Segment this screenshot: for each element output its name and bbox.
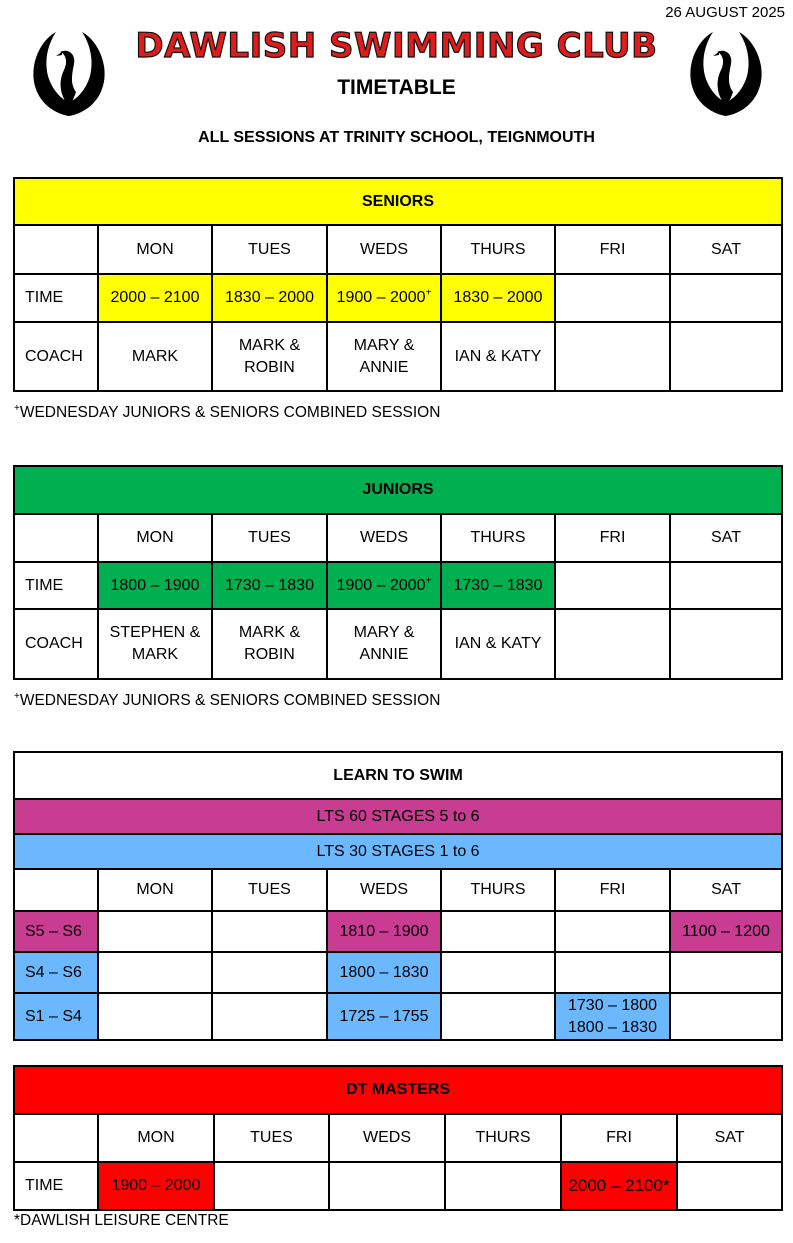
- time-cell: 1830 – 2000: [212, 274, 327, 322]
- empty-cell: [14, 225, 98, 274]
- time-cell: 1800 – 1900: [98, 562, 212, 609]
- coach-cell: IAN & KATY: [441, 322, 555, 391]
- time-cell: [445, 1162, 561, 1210]
- seniors-footnote: +WEDNESDAY JUNIORS & SENIORS COMBINED SESSION: [14, 402, 441, 421]
- learn-to-swim-table: [13, 751, 783, 1041]
- section-title: DT MASTERS: [14, 1066, 782, 1114]
- venue-text: ALL SESSIONS AT TRINITY SCHOOL, TEIGNMOUTH: [198, 129, 595, 146]
- day-header: TUES: [214, 1114, 329, 1162]
- empty-cell: [14, 514, 98, 562]
- time-cell: 1900 – 2000+: [327, 274, 441, 322]
- lts30-band: LTS 30 STAGES 1 to 6: [14, 834, 782, 869]
- combined-mark: +: [425, 287, 432, 299]
- masters-footnote: *DAWLISH LEISURE CENTRE: [14, 1212, 229, 1229]
- session-cell: [555, 952, 670, 993]
- coach-cell: [555, 322, 670, 391]
- day-header: FRI: [555, 225, 670, 274]
- row-label: COACH: [14, 322, 98, 391]
- day-header: MON: [98, 514, 212, 562]
- coach-cell: MARK & ROBIN: [212, 609, 327, 679]
- masters-table: [13, 1065, 783, 1211]
- coach-cell: [670, 609, 782, 679]
- lts60-band: LTS 60 STAGES 5 to 6: [14, 799, 782, 834]
- coach-cell: MARK & ROBIN: [212, 322, 327, 391]
- time-cell: [329, 1162, 445, 1210]
- day-header: TUES: [212, 225, 327, 274]
- session-cell: [670, 993, 782, 1040]
- day-header: WEDS: [327, 225, 441, 274]
- row-label: TIME: [14, 562, 98, 609]
- time-cell: 1900 – 2000+: [327, 562, 441, 609]
- time-cell: 2000 – 2100*: [561, 1162, 677, 1210]
- coach-cell: MARY & ANNIE: [327, 609, 441, 679]
- time-cell: 1830 – 2000: [441, 274, 555, 322]
- juniors-table: [13, 465, 783, 680]
- coach-cell: [555, 609, 670, 679]
- day-header: FRI: [555, 869, 670, 911]
- time-cell: [555, 274, 670, 322]
- session-cell: [212, 911, 327, 952]
- day-header: MON: [98, 869, 212, 911]
- empty-cell: [14, 1114, 98, 1162]
- session-cell: [555, 911, 670, 952]
- day-header: THURS: [441, 869, 555, 911]
- club-title: DAWLISH SWIMMING CLUB: [135, 26, 658, 66]
- session-cell: [98, 993, 212, 1040]
- session-cell: [441, 911, 555, 952]
- day-header: TUES: [212, 514, 327, 562]
- coach-cell: STEPHEN & MARK: [98, 609, 212, 679]
- time-cell: [670, 562, 782, 609]
- day-header: SAT: [670, 225, 782, 274]
- coach-cell: IAN & KATY: [441, 609, 555, 679]
- session-cell: 1810 – 1900: [327, 911, 441, 952]
- session-cell: 1800 – 1830: [327, 952, 441, 993]
- session-cell: [212, 952, 327, 993]
- day-header: THURS: [441, 225, 555, 274]
- time-cell: 1900 – 2000: [98, 1162, 214, 1210]
- time-cell: [214, 1162, 329, 1210]
- seniors-table: [13, 177, 783, 392]
- coach-cell: MARY & ANNIE: [327, 322, 441, 391]
- session-cell: [98, 952, 212, 993]
- day-header: FRI: [561, 1114, 677, 1162]
- day-header: FRI: [555, 514, 670, 562]
- session-cell: 1730 – 1800 1800 – 1830: [555, 993, 670, 1040]
- time-cell: [677, 1162, 782, 1210]
- juniors-footnote: +WEDNESDAY JUNIORS & SENIORS COMBINED SESSION: [14, 690, 441, 709]
- day-header: SAT: [670, 514, 782, 562]
- coach-cell: [670, 322, 782, 391]
- day-header: TUES: [212, 869, 327, 911]
- empty-cell: [14, 869, 98, 911]
- time-cell: 1730 – 1830: [441, 562, 555, 609]
- day-header: WEDS: [327, 869, 441, 911]
- document-date: 26 AUGUST 2025: [665, 4, 785, 21]
- time-cell: [555, 562, 670, 609]
- stage-label: S4 – S6: [14, 952, 98, 993]
- row-label: TIME: [14, 274, 98, 322]
- stage-label: S1 – S4: [14, 993, 98, 1040]
- page-subtitle: TIMETABLE: [337, 76, 456, 99]
- stage-label: S5 – S6: [14, 911, 98, 952]
- session-cell: 1100 – 1200: [670, 911, 782, 952]
- session-cell: 1725 – 1755: [327, 993, 441, 1040]
- day-header: THURS: [441, 514, 555, 562]
- day-header: MON: [98, 225, 212, 274]
- coach-cell: MARK: [98, 322, 212, 391]
- session-cell: [212, 993, 327, 1040]
- time-cell: [670, 274, 782, 322]
- session-cell: [441, 993, 555, 1040]
- row-label: COACH: [14, 609, 98, 679]
- section-title: LEARN TO SWIM: [14, 752, 782, 799]
- day-header: SAT: [677, 1114, 782, 1162]
- section-title: SENIORS: [14, 178, 782, 225]
- session-cell: [441, 952, 555, 993]
- session-cell: [98, 911, 212, 952]
- row-label: TIME: [14, 1162, 98, 1210]
- time-cell: 2000 – 2100: [98, 274, 212, 322]
- day-header: MON: [98, 1114, 214, 1162]
- day-header: WEDS: [327, 514, 441, 562]
- day-header: SAT: [670, 869, 782, 911]
- session-cell: [670, 952, 782, 993]
- section-title: JUNIORS: [14, 466, 782, 514]
- time-cell: 1730 – 1830: [212, 562, 327, 609]
- day-header: THURS: [445, 1114, 561, 1162]
- day-header: WEDS: [329, 1114, 445, 1162]
- combined-mark: +: [425, 575, 432, 587]
